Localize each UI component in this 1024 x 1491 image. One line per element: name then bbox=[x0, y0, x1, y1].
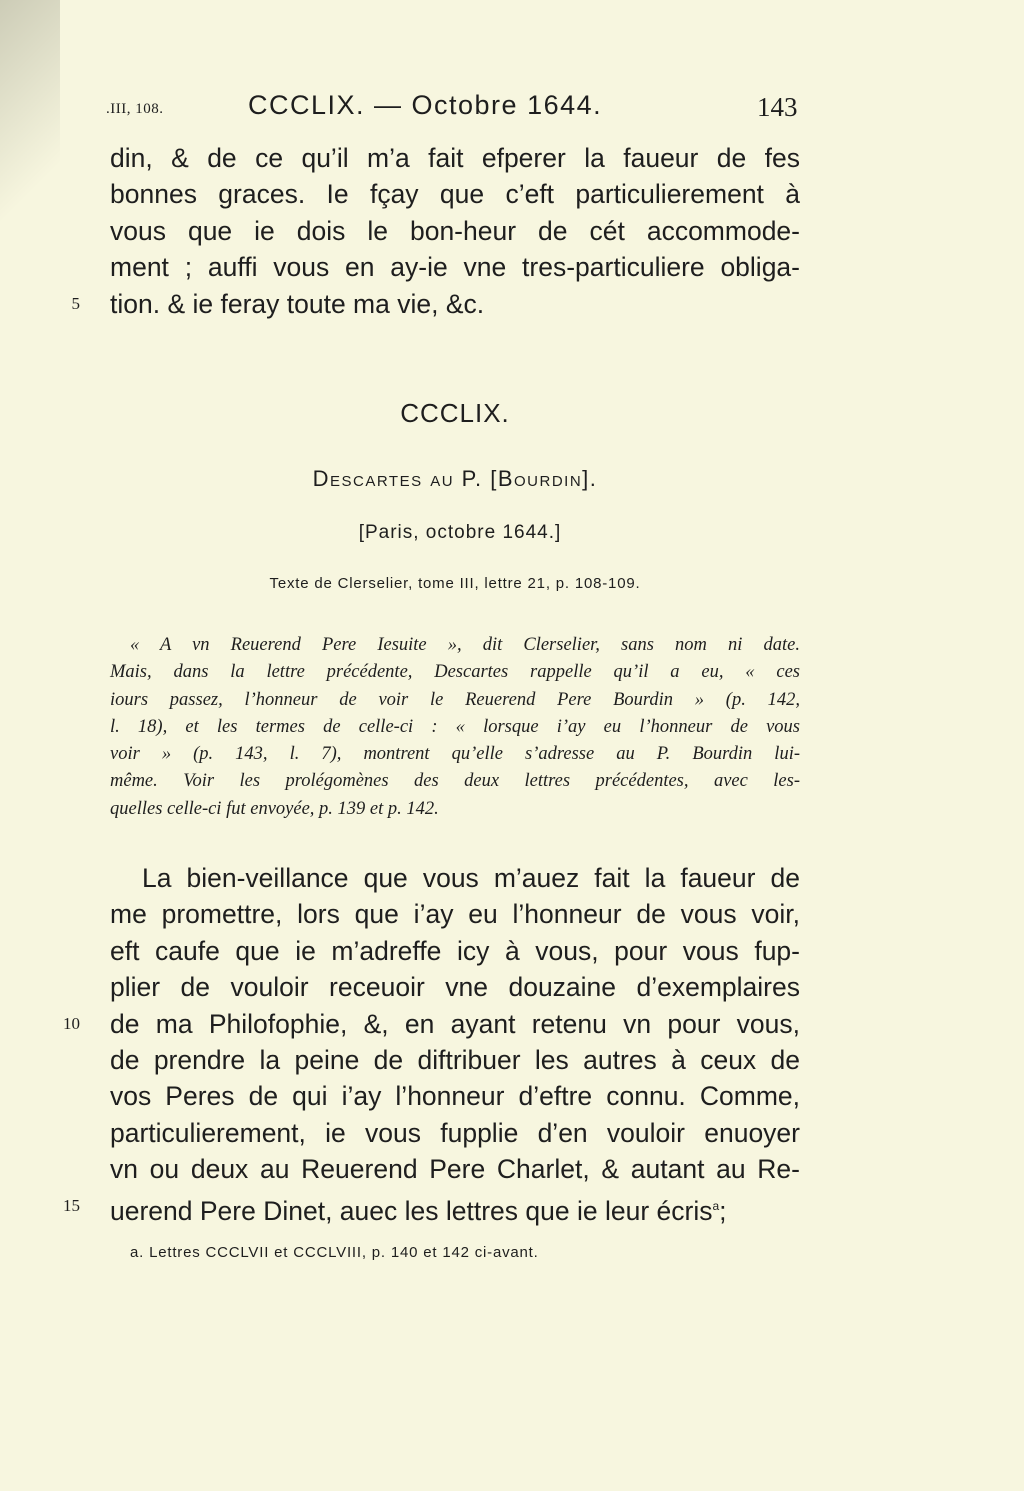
line-end-punctuation: ; bbox=[719, 1195, 727, 1226]
letter-date: [Paris, octobre 1644.] bbox=[358, 522, 562, 543]
text-line: de ma Philofophie, &, en ayant retenu vn pour vous, bbox=[110, 1008, 800, 1039]
text-line: plier de vouloir receuoir vne douzaine d’exemplaires bbox=[110, 972, 800, 1003]
note-line: Mais, dans la lettre précédente, Descartes rappelle qu’il a eu, « ces bbox=[110, 662, 800, 683]
footnote: a. Lettres CCCLVII et CCCLVIII, p. 140 et 142 ci-avant. bbox=[130, 1244, 539, 1261]
text-line: tion. & ie feray toute ma vie, &c. bbox=[110, 288, 485, 319]
line-number: 15 bbox=[63, 1196, 80, 1215]
footnote-marker: a bbox=[712, 1198, 720, 1213]
note-line: l. 18), et les termes de celle-ci : « lorsque i’ay eu l’honneur de vous bbox=[110, 716, 800, 737]
line-number: 5 bbox=[71, 294, 80, 313]
letter-body bbox=[110, 860, 800, 1224]
note-line: « A vn Reuerend Pere Iesuite », dit Clerselier, sans nom ni date. bbox=[130, 635, 800, 655]
text-line: eft caufe que ie m’adreffe icy à vous, pour vous fup- bbox=[110, 935, 800, 966]
text-line-last bbox=[110, 1188, 800, 1224]
text-line: de prendre la peine de diftribuer les autres à ceux de bbox=[110, 1044, 800, 1075]
note-line: même. Voir les prolégomènes des deux lettres précédentes, avec les- bbox=[110, 771, 800, 792]
text-line: La bien-veillance que vous m’auez fait la faueur de bbox=[142, 863, 800, 893]
text-line: vous que ie dois le bon-heur de cét accommode- bbox=[110, 215, 800, 246]
continuation-text bbox=[110, 140, 800, 322]
note-line: voir » (p. 143, l. 7), montrent qu’elle s’adresse au P. Bourdin lui- bbox=[110, 744, 800, 765]
text-line: me promettre, lors que i’ay eu l’honneur de vous voir, bbox=[110, 899, 800, 930]
letter-number: CCCLIX. bbox=[400, 398, 510, 428]
note-line: iours passez, l’honneur de voir le Reuerend Pere Bourdin » (p. 142, bbox=[110, 689, 800, 710]
letter-addressee: Descartes au P. [Bourdin]. bbox=[312, 466, 598, 491]
text-line: particulierement, ie vous fupplie d’en vouloir enuoyer bbox=[110, 1117, 800, 1148]
text-line: vos Peres de qui i’ay l’honneur d’eftre connu. Comme, bbox=[110, 1081, 800, 1112]
text-line: uerend Pere Dinet, auec les lettres que ie leur écris bbox=[110, 1195, 713, 1226]
text-line: ment ; auffi vous en ay-ie vne tres-particuliere obliga- bbox=[110, 252, 800, 283]
text-line: vn ou deux au Reuerend Pere Charlet, & autant au Re- bbox=[110, 1154, 800, 1185]
page-edge-shadow bbox=[0, 0, 60, 260]
text-line: bonnes graces. Ie fçay que c’eft particulierement à bbox=[110, 179, 800, 210]
running-title: CCCLIX. — Octobre 1644. bbox=[248, 90, 603, 120]
editor-note bbox=[110, 632, 800, 823]
volume-reference: .III, 108. bbox=[106, 101, 164, 117]
running-header bbox=[0, 90, 1024, 126]
page-number: 143 bbox=[757, 92, 798, 122]
note-line: quelles celle-ci fut envoyée, p. 139 et p. 142. bbox=[110, 798, 439, 819]
text-line: din, & de ce qu’il m’a fait efperer la faueur de fes bbox=[110, 143, 800, 173]
source-reference: Texte de Clerselier, tome III, lettre 21, p. 108-109. bbox=[269, 575, 641, 592]
line-number: 10 bbox=[63, 1014, 80, 1033]
